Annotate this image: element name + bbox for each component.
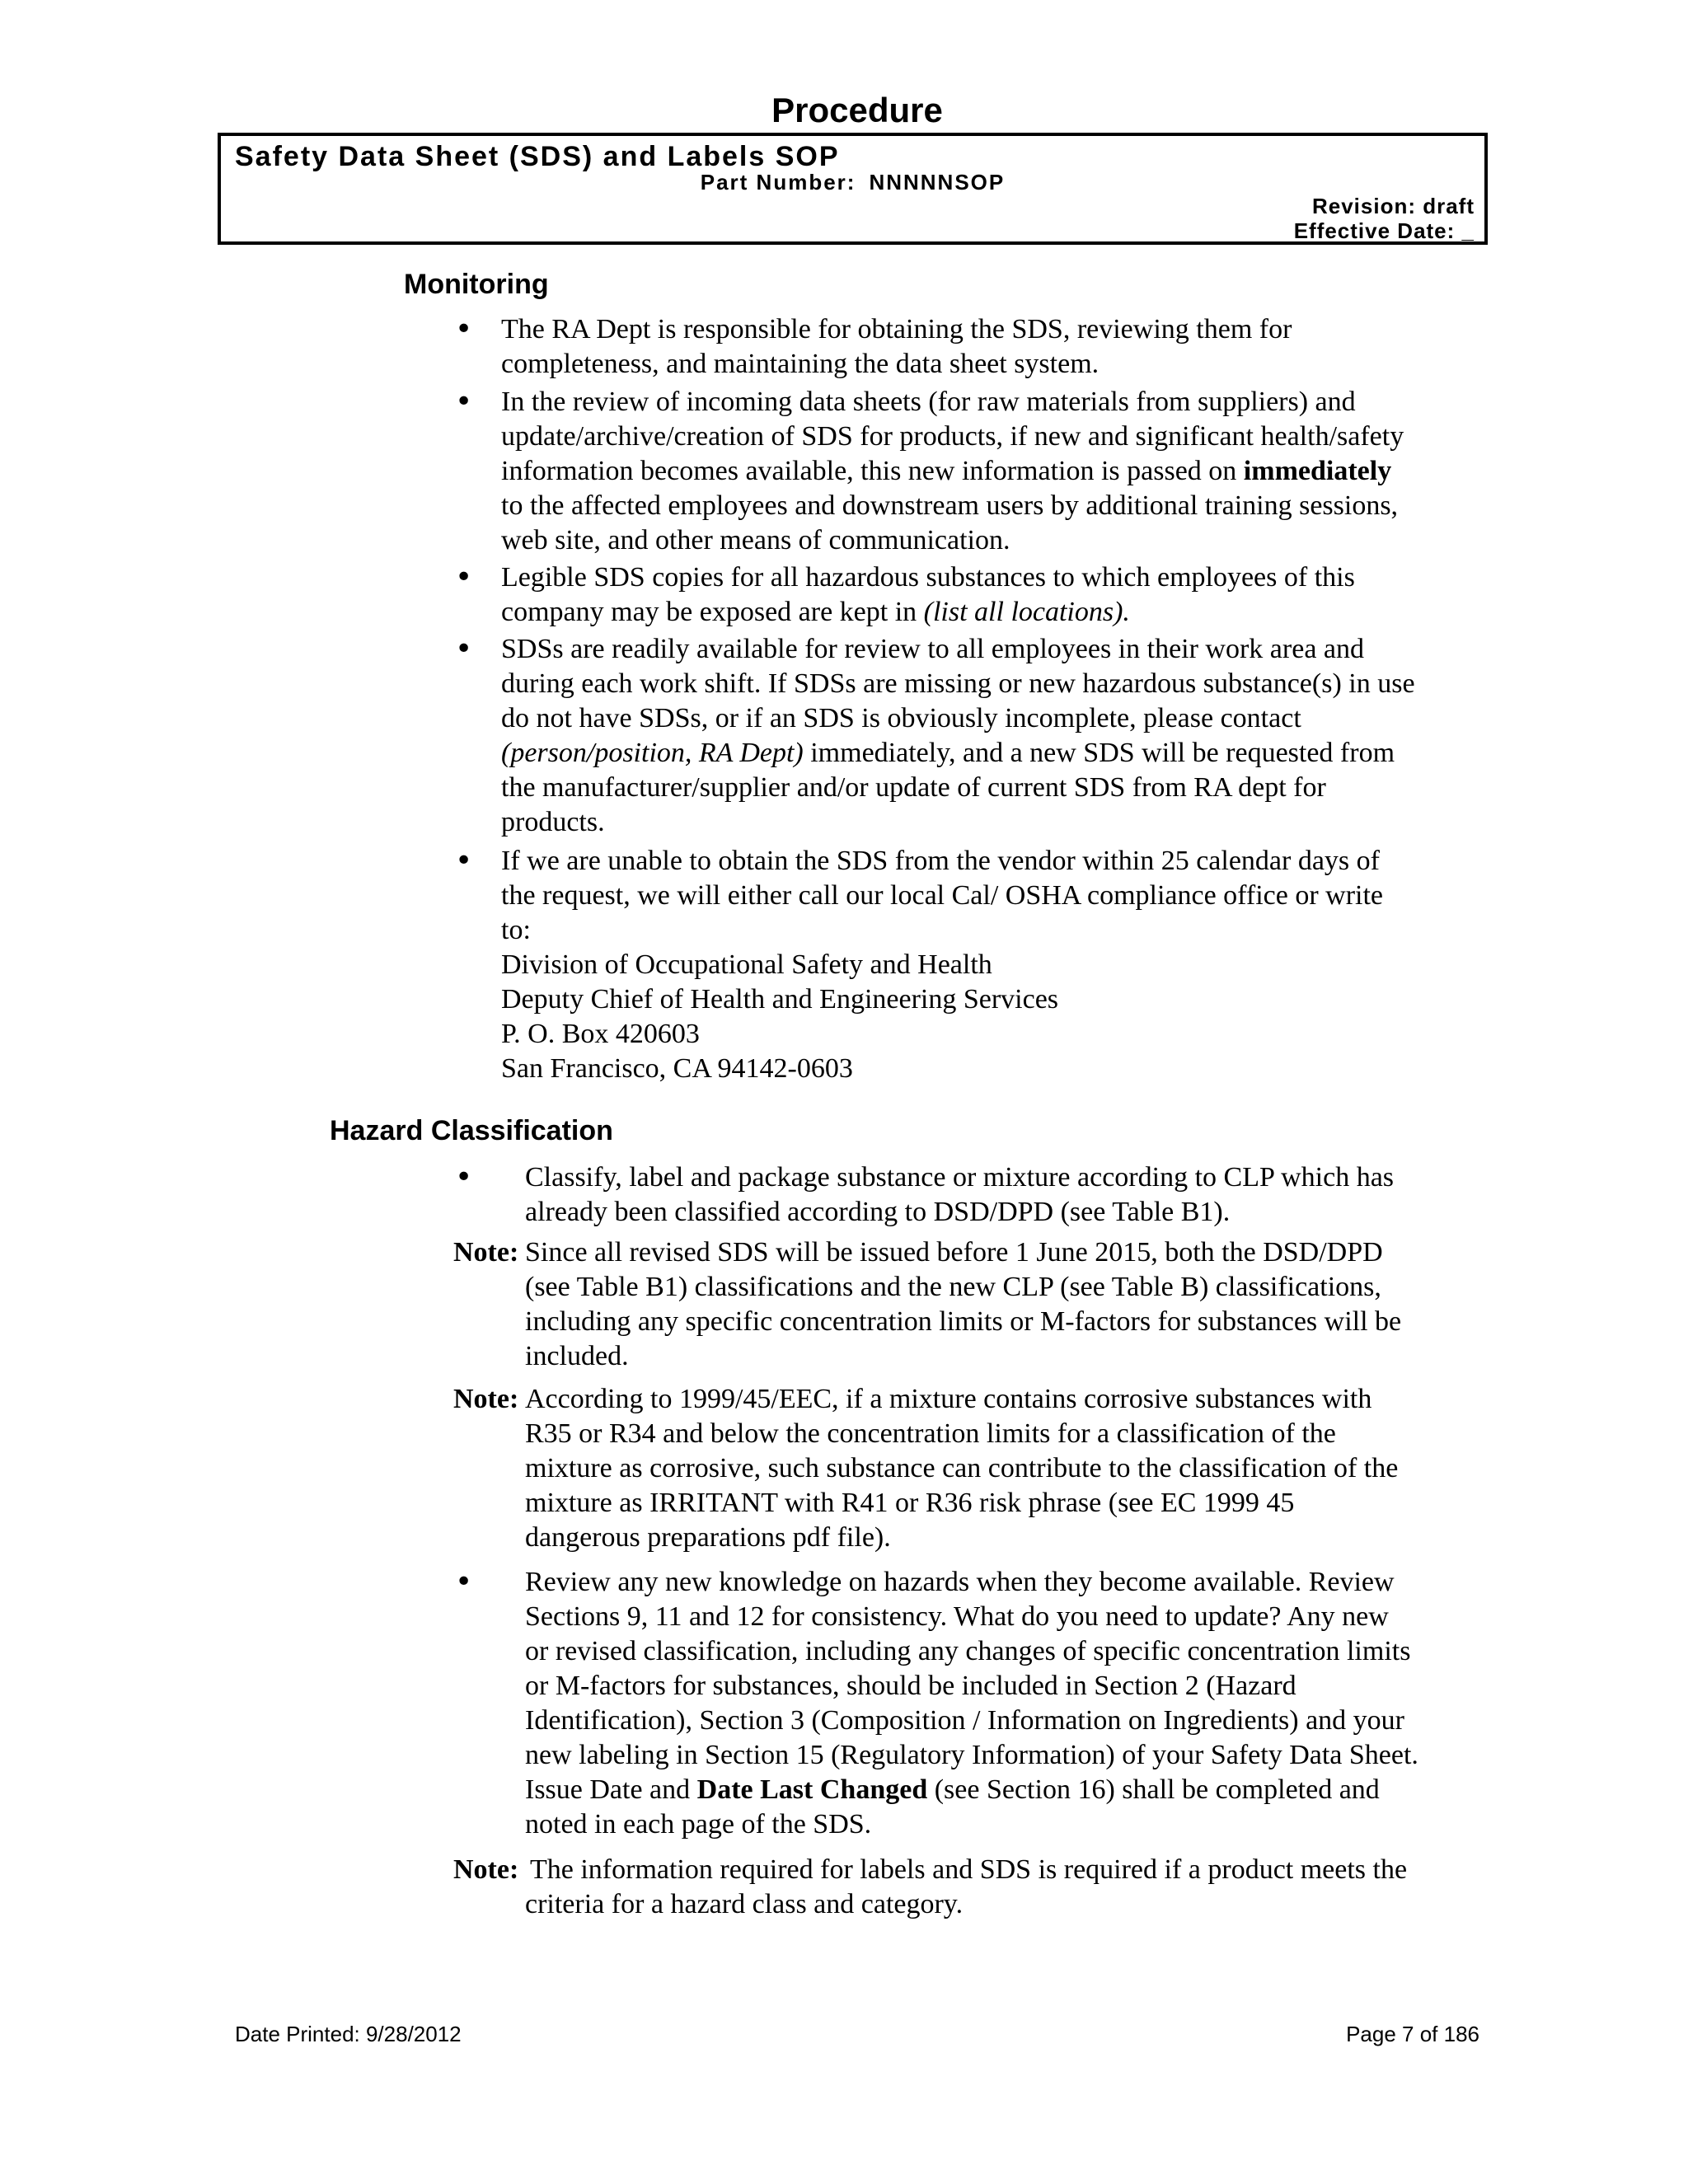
text-line: Legible SDS copies for all hazardous substances to which employees of this xyxy=(501,562,1355,593)
bullet-icon: • xyxy=(455,385,473,419)
emphasis-italic: (person/position, RA Dept) xyxy=(501,738,804,768)
text-line: The information required for labels and SDS is required if a product meets the xyxy=(530,1854,1408,1885)
note-label: Note: xyxy=(453,1854,519,1885)
emphasis-bold: immediately xyxy=(1243,456,1392,486)
text-line xyxy=(501,736,1490,771)
bullet-icon: • xyxy=(455,632,473,666)
document-header-box xyxy=(218,133,1488,245)
section-heading-monitoring: Monitoring xyxy=(404,269,549,300)
text-line: If we are unable to obtain the SDS from the vendor within 25 calendar days of xyxy=(501,846,1380,876)
address-line: Division of Occupational Safety and Health xyxy=(501,949,992,980)
bullet-icon: • xyxy=(455,312,473,346)
text-line xyxy=(501,454,1490,489)
list-item xyxy=(525,1565,1498,1842)
bullet-icon: • xyxy=(455,1565,473,1599)
text-line xyxy=(501,595,1490,630)
text-run: information becomes available, this new information is passed on xyxy=(501,456,1237,486)
address-line: P. O. Box 420603 xyxy=(501,1019,700,1049)
emphasis-italic: (list all locations). xyxy=(923,597,1130,627)
list-item xyxy=(501,312,1490,382)
text-run: immediately, and a new SDS will be requested from xyxy=(810,738,1395,768)
text-run: (see Section 16) shall be completed and xyxy=(934,1774,1380,1805)
footer-date-printed: Date Printed: 9/28/2012 xyxy=(235,2022,462,2046)
text-line: completeness, and maintaining the data sheet system. xyxy=(501,349,1100,379)
list-item xyxy=(501,844,1490,1086)
text-line: included. xyxy=(525,1341,629,1371)
text-line: noted in each page of the SDS. xyxy=(525,1809,872,1840)
text-line: or revised classification, including any changes of specific concentration limits xyxy=(525,1636,1411,1666)
text-line: According to 1999/45/EEC, if a mixture contains corrosive substances with xyxy=(525,1384,1372,1414)
part-number-value: NNNNNSOP xyxy=(869,170,1006,194)
text-line: new labeling in Section 15 (Regulatory Information) of your Safety Data Sheet. xyxy=(525,1740,1418,1770)
text-line: the request, we will either call our local Cal/ OSHA compliance office or write xyxy=(501,880,1384,911)
text-line: In the review of incoming data sheets (for raw materials from suppliers) and xyxy=(501,387,1356,417)
text-line: including any specific concentration limits or M-factors for substances will be xyxy=(525,1306,1402,1337)
text-line: criteria for a hazard class and category. xyxy=(525,1889,964,1919)
text-line: products. xyxy=(501,807,605,837)
list-item xyxy=(501,632,1490,840)
text-line: The RA Dept is responsible for obtaining the SDS, reviewing them for xyxy=(501,314,1292,344)
text-line: Review any new knowledge on hazards when they become available. Review xyxy=(525,1567,1395,1597)
text-line: dangerous preparations pdf file). xyxy=(525,1522,891,1553)
bullet-icon: • xyxy=(455,560,473,594)
part-number-label: Part Number: xyxy=(700,170,856,194)
text-line: or M-factors for substances, should be included in Section 2 (Hazard xyxy=(525,1671,1296,1701)
document-title: Safety Data Sheet (SDS) and Labels SOP xyxy=(235,141,840,172)
section-heading-hazard-classification: Hazard Classification xyxy=(330,1115,613,1146)
text-line: the manufacturer/supplier and/or update of current SDS from RA dept for xyxy=(501,772,1326,803)
text-line: already been classified according to DSD/DPD (see Table B1). xyxy=(525,1197,1231,1227)
page-title: Procedure xyxy=(771,91,943,129)
note-text xyxy=(525,1853,1503,1922)
text-line: during each work shift. If SDSs are missing or new hazardous substance(s) in use xyxy=(501,668,1415,699)
text-line: Classify, label and package substance or mixture according to CLP which has xyxy=(525,1162,1395,1193)
text-line: R35 or R34 and below the concentration limits for a classification of the xyxy=(525,1418,1336,1449)
address-line: San Francisco, CA 94142-0603 xyxy=(501,1053,853,1084)
part-number-line xyxy=(221,169,1484,195)
note-label: Note: xyxy=(453,1237,519,1268)
note-label: Note: xyxy=(453,1384,519,1414)
bullet-icon: • xyxy=(455,844,473,878)
list-item xyxy=(501,385,1490,558)
text-line: Identification), Section 3 (Composition / Information on Ingredients) and your xyxy=(525,1705,1404,1736)
text-run: Issue Date and xyxy=(525,1774,691,1805)
note-text xyxy=(525,1235,1498,1374)
text-line: mixture as corrosive, such substance can contribute to the classification of the xyxy=(525,1453,1399,1483)
text-line: web site, and other means of communication. xyxy=(501,525,1010,555)
address-line: Deputy Chief of Health and Engineering Services xyxy=(501,984,1059,1015)
text-run: company may be exposed are kept in xyxy=(501,597,917,627)
text-line xyxy=(525,1773,1498,1807)
revision: Revision: draft xyxy=(1311,194,1475,218)
emphasis-bold: Date Last Changed xyxy=(696,1774,928,1805)
text-line: do not have SDSs, or if an SDS is obviously incomplete, please contact xyxy=(501,703,1301,733)
text-line: to the affected employees and downstream users by additional training sessions, xyxy=(501,490,1399,521)
list-item xyxy=(525,1160,1498,1230)
text-line: (see Table B1) classifications and the new CLP (see Table B) classifications, xyxy=(525,1272,1381,1302)
list-item xyxy=(501,560,1490,630)
text-line: update/archive/creation of SDS for products, if new and significant health/safety xyxy=(501,421,1404,452)
text-line: to: xyxy=(501,915,531,945)
text-line: Sections 9, 11 and 12 for consistency. What do you need to update? Any new xyxy=(525,1601,1389,1632)
text-line: mixture as IRRITANT with R41 or R36 risk phrase (see EC 1999 45 xyxy=(525,1488,1295,1518)
text-line: SDSs are readily available for review to all employees in their work area and xyxy=(501,634,1364,664)
effective-date: Effective Date: _ xyxy=(1293,218,1475,243)
footer-page-number: Page 7 of 186 xyxy=(1346,2022,1479,2046)
text-line: Since all revised SDS will be issued before 1 June 2015, both the DSD/DPD xyxy=(525,1237,1383,1268)
bullet-icon: • xyxy=(455,1160,473,1194)
note-text xyxy=(525,1382,1498,1555)
